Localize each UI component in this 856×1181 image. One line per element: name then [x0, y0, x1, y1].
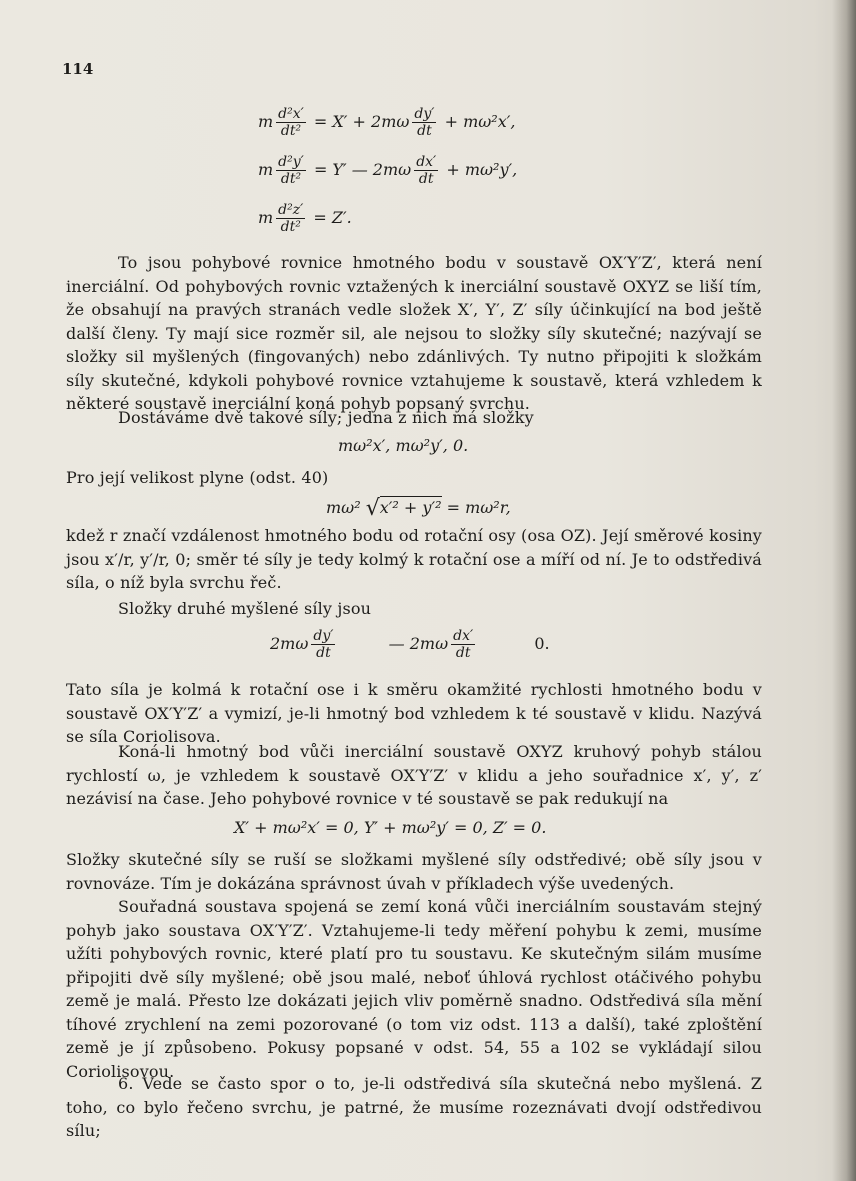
equation-centrifugal-components: mω²x′, mω²y′, 0. — [338, 436, 469, 455]
paragraph-6: Tato síla je kolmá k rotační ose i k směru okamžité rychlosti hmotného bodu v soustavě OX′Y′Z′ a vymizí, je-li hmotný bod vzhledem k té soustavě v klidu. Nazývá se síla Coriolisova. — [66, 680, 762, 746]
paragraph-3: Pro její velikost plyne (odst. 40) — [66, 468, 329, 487]
page-edge-shadow — [832, 0, 856, 1181]
equation-y: m $\frac{\text{d²y′}}{\text{dt²}}$ = Y′ — 2mω $\frac{dx'}{dt}$ + mω²y′, — [258, 154, 518, 188]
paragraph-9: Souřadná soustava spojená se zemí koná vůči inerciálním soustavám stejný pohyb jako soustava OX′Y′Z′. Vztahujeme-li tedy měření pohybu k zemi, musíme užíti pohybových rovnic, které platí pro tu soustavu. Ke skutečným silám musíme připojiti dvě síly myšlené; obě jsou malé, neboť úhlová rychlost otáčivého pohybu země je malá. Přesto lze dokázati jejich vliv poměrně snadno. Odstředivá síla mění tíhové zrychlení na zemi pozorované (o tom viz odst. 113 a další), také zploštění země je jí způsobeno. Pokusy popsané v odst. 54, 55 a 102 se vykládají silou Coriolisovou. — [66, 897, 762, 1081]
equation-reduced: X′ + mω²x′ = 0, Y′ + mω²y′ = 0, Z′ = 0. — [234, 818, 547, 837]
equation-z: m $\frac{\text{d²z′}}{\text{dt²}}$ = Z′. — [258, 202, 352, 236]
equation-coriolis-components: 2mω $\frac{dy'}{dt}$ — 2mω $\frac{dx'}{dt}$ 0. — [270, 628, 550, 662]
paragraph-8: Složky skutečné síly se ruší se složkami myšlené síly odstředivé; obě síly jsou v rovnováze. Tím je dokázána správnost úvah v příkladech výše uvedených. — [66, 850, 762, 893]
paragraph-2: Dostáváme dvě takové síly; jednа z nich má složky — [118, 408, 534, 427]
paragraph-7: Koná-li hmotný bod vůči inerciální soustavě OXYZ kruhový pohyb stálou rychlostí ω, je vzhledem k soustavě OX′Y′Z′ v klidu a jeho souřadnice x′, y′, z′ nezávisí na čase. Jeho pohybové rovnice v té soustavě se pak redukují na — [66, 742, 762, 808]
paragraph-5: Složky druhé myšlené síly jsou — [118, 599, 372, 618]
paragraph-10: 6. Vede se často spor o to, je-li odstředivá síla skutečná nebo myšlená. Z toho, co bylo řečeno svrchu, je patrné, že musíme rozeznávati dvojí odstředivou sílu; — [66, 1074, 762, 1140]
equation-x: m $\frac{\text{d²x′}}{\text{dt²}}$ = X′ + 2mω $\frac{dy'}{dt}$ + mω²x′, — [258, 106, 516, 140]
paragraph-1: To jsou pohybové rovnice hmotného bodu v soustavě OX′Y′Z′, která není inerciální. Od pohybových rovnic vztažených k inerciální soustavě OXYZ se liší tím, že obsahují na pravých stranách vedle složek X′, Y′, Z′ síly účinkující na bod ještě další členy. Ty mají sice rozměr sil, ale nejsou to složky síly skutečné; nazývají se složky sil myšlených (fingovaných) nebo zdánlivých. Ty nutno připojiti k složkám síly skutečné, kdykoli pohybové rovnice vztahujeme k soustavě, která vzhledem k některé soustavě inerciální koná pohyb popsaný svrchu. — [66, 253, 762, 413]
equation-magnitude: mω² √x′² + y′² = mω²r, — [326, 496, 511, 521]
paragraph-4: kdež r značí vzdálenost hmotného bodu od rotační osy (osa OZ). Její směrové kosiny jsou x′/r, y′/r, 0; směr té síly je tedy kolmý k rotační ose a míří od ní. Je to odstředivá síla, o níž byla svrchu řeč. — [66, 526, 762, 592]
page-number: 114 — [62, 60, 94, 78]
